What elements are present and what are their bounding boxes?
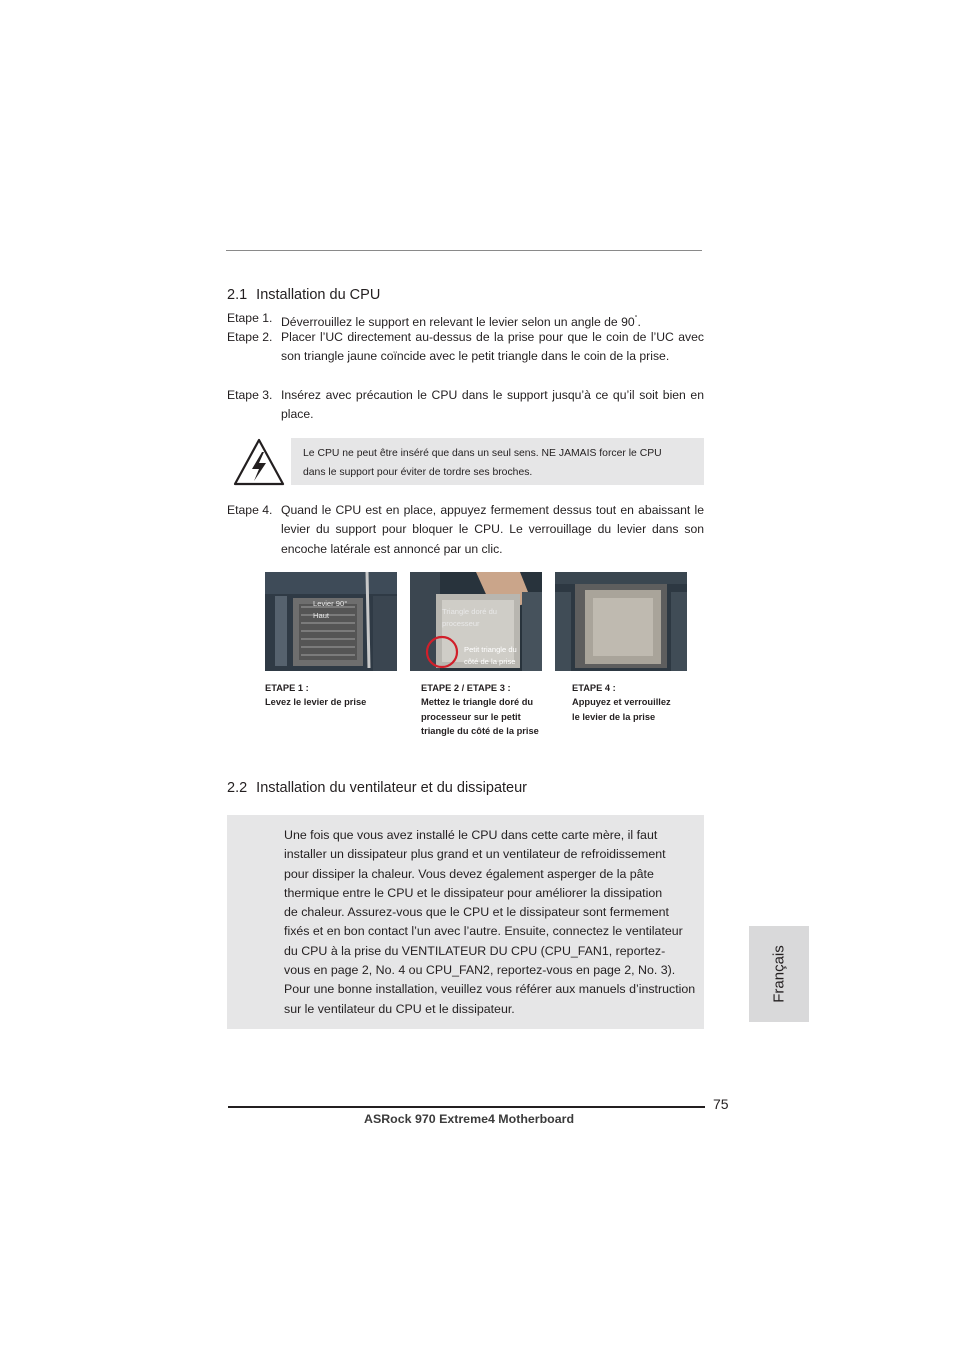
header-rule: [226, 250, 702, 251]
step-4: [227, 501, 704, 559]
caption-title: ETAPE 1 :: [265, 683, 309, 693]
caption-line: le levier de la prise: [572, 711, 656, 722]
section-heading-fan: [227, 780, 527, 796]
step-text: Insérez avec précaution le CPU dans le support jusqu’à ce qu’il soit bien en place.: [281, 388, 704, 422]
warning-line: dans le support pour éviter de tordre ses broches.: [303, 467, 533, 478]
step-text: Déverrouillez le support en relevant le levier selon un angle de 90°.: [281, 315, 641, 329]
language-label: Français: [770, 945, 788, 1003]
step-label: Etape 4.: [227, 503, 273, 517]
caption-step-1: [265, 681, 366, 710]
section-title: Installation du ventilateur et du dissipateur: [256, 780, 528, 796]
fan-instructions-box: [227, 815, 704, 1029]
caption-title: ETAPE 4 :: [572, 683, 616, 693]
caption-line: triangle du côté de la prise: [421, 726, 539, 737]
caption-step-2-3: [421, 681, 539, 739]
footer-rule: [228, 1106, 705, 1108]
high-voltage-warning-icon: [233, 438, 285, 486]
photo-lever-raised: [265, 572, 397, 671]
caption-title: ETAPE 2 / ETAPE 3 :: [421, 683, 511, 693]
section-title: Installation du CPU: [256, 287, 381, 303]
section-number: 2.2: [227, 780, 248, 796]
warning-note: [291, 438, 704, 485]
caption-line: processeur sur le petit: [421, 711, 521, 722]
language-tab: [749, 926, 809, 1022]
section-number: 2.1: [227, 287, 248, 303]
photo-align-triangle: [410, 572, 542, 671]
step-label: Etape 1.: [227, 311, 273, 325]
photo-label: Levier 90° Haut: [313, 599, 348, 620]
caption-line: Levez le levier de prise: [265, 697, 367, 708]
section-heading-cpu: [227, 287, 380, 303]
page-number: 75: [713, 1096, 729, 1112]
step-text: Placer l’UC directement au-dessus de la prise pour que le coin de l’UC avec son triangle jaune coïncide avec le petit triangle dans le coin de la prise.: [281, 330, 704, 364]
step-label: Etape 3.: [227, 388, 273, 402]
fan-instructions-text: Une fois que vous avez installé le CPU dans cette carte mère, il faut installer un dissipateur plus grand et un ventilateur de refroidissement pour dissiper la chaleur. Vous devez également asperger de la pâte thermique entre le CPU et le dissipateur pour améliorer la dissipation de chaleur. Assurez-vous que le CPU et le dissipateur sont fermement fixés et en bon contact l’un avec l’autre. Ensuite, connectez le ventilateur du CPU à la prise du VENTILATEUR DU CPU (CPU_FAN1, reportez- vous en page 2, No. 4 ou CPU_FAN2, reportez-vous en page 2, No. 3). Pour une bonne installation, veuillez vous référer aux manuels d’instruction sur le ventilateur du CPU et le dissipateur.: [284, 828, 696, 1016]
footer-product-name: ASRock 970 Extreme4 Motherboard: [364, 1112, 575, 1126]
caption-line: Mettez le triangle doré du: [421, 697, 534, 708]
step-2: [227, 328, 704, 367]
step-3: [227, 386, 704, 425]
caption-step-4: [572, 681, 671, 724]
caption-line: Appuyez et verrouillez: [572, 697, 671, 708]
photo-label: Petit triangle du côté de la prise: [464, 645, 517, 666]
photo-cpu-locked: [555, 572, 687, 671]
step-text: Quand le CPU est en place, appuyez fermement dessus tout en abaissant le levier du support pour bloquer le CPU. Le verrouillage du levier dans son encoche latérale est annoncé par un clic.: [281, 503, 704, 556]
photo-label: Triangle doré du processeur: [442, 607, 498, 628]
warning-line: Le CPU ne peut être inséré que dans un seul sens. NE JAMAIS forcer le CPU: [303, 448, 662, 459]
step-label: Etape 2.: [227, 330, 273, 344]
